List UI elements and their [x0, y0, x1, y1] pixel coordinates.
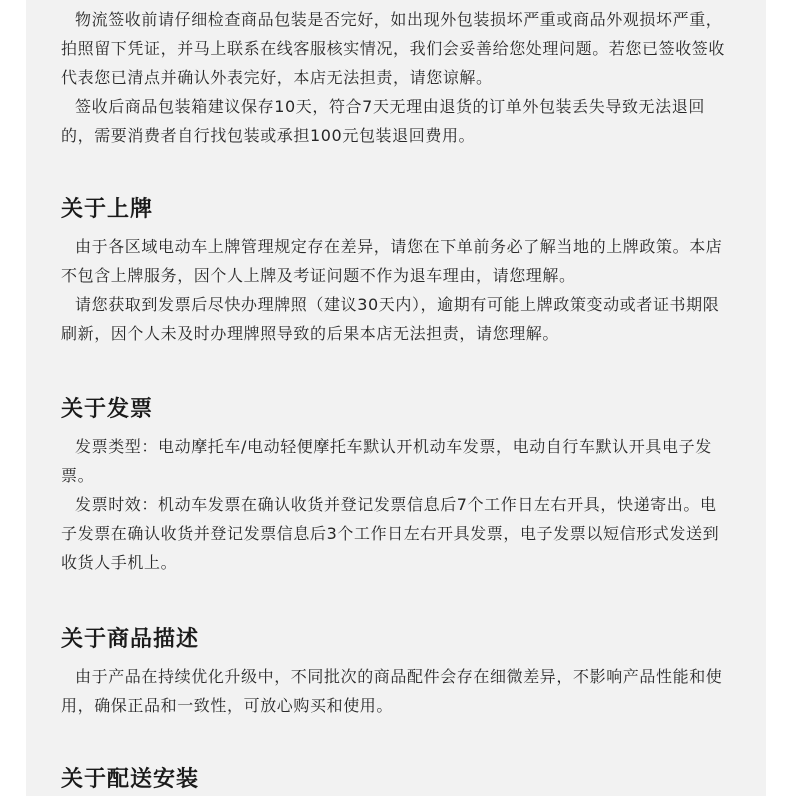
logistics-paragraph-1: 物流签收前请仔细检查商品包装是否完好，如出现外包装损坏严重或商品外观损坏严重，拍照留下凭证，并马上联系在线客服核实情况，我们会妥善给您处理问题。若您已签收签收代表您已清点并确认外表完好，本店无法担责，请您谅解。	[61, 10, 726, 87]
product-description-paragraph-1: 由于产品在持续优化升级中，不同批次的商品配件会存在细微差异，不影响产品性能和使用，确保正品和一致性，可放心购买和使用。	[61, 667, 723, 715]
license-plate-paragraph-2: 请您获取到发票后尽快办理牌照（建议30天内），逾期有可能上牌政策变动或者证书期限刷新，因个人未及时办理牌照导致的后果本店无法担责，请您理解。	[61, 295, 720, 343]
section-heading-product-description: 关于商品描述	[61, 627, 200, 652]
section-heading-delivery-installation: 关于配送安装	[61, 767, 200, 792]
invoice-paragraph-2: 发票时效：机动车发票在确认收货并登记发票信息后7个工作日左右开具，快递寄出。电子发票在确认收货并登记发票信息后3个工作日左右开具发票，电子发票以短信形式发送到收货人手机上。	[61, 495, 720, 572]
invoice-paragraph-1: 发票类型：电动摩托车/电动轻便摩托车默认开机动车发票，电动自行车默认开具电子发票。	[61, 437, 712, 485]
logistics-paragraph-2: 签收后商品包装箱建议保存10天，符合7天无理由退货的订单外包装丢失导致无法退回的，需要消费者自行找包装或承担100元包装退回费用。	[61, 97, 705, 145]
section-heading-license-plate: 关于上牌	[61, 197, 154, 222]
section-heading-invoice: 关于发票	[61, 397, 154, 422]
license-plate-paragraph-1: 由于各区域电动车上牌管理规定存在差异，请您在下单前务必了解当地的上牌政策。本店不包含上牌服务，因个人上牌及考证问题不作为退车理由，请您理解。	[61, 237, 723, 285]
